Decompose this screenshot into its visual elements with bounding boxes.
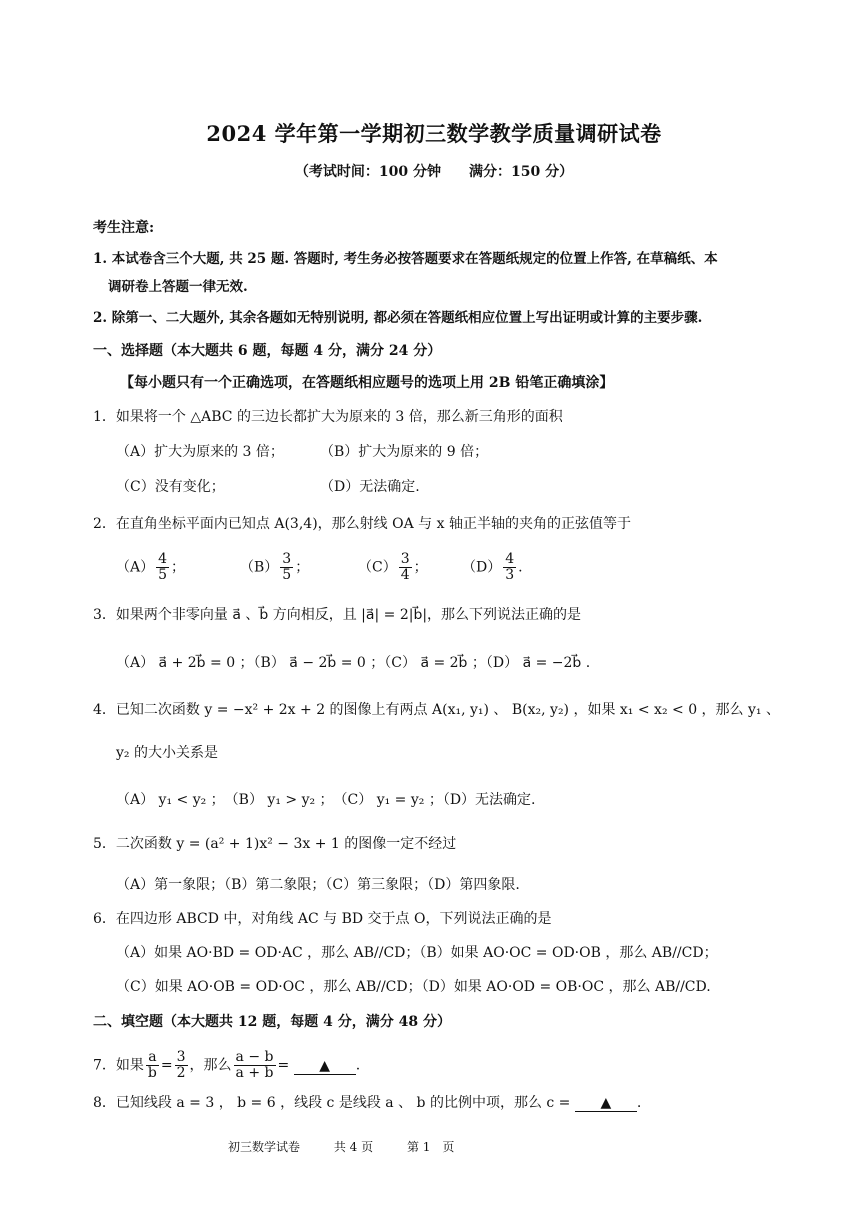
- page-title: 2024 学年第一学期初三数学教学质量调研试卷: [206, 121, 662, 146]
- q2-stem: 2．在直角坐标平面内已知点 A(3,4)，那么射线 OA 与 x 轴正半轴的夹角的正弦值等于: [93, 516, 631, 532]
- q8: 8．已知线段 a = 3 ， b = 6 ，线段 c 是线段 a 、 b 的比例中项，那么 c = ▲ .: [93, 1095, 642, 1111]
- notice-item-2: 2. 除第一、二大题外, 其余各题如无特别说明, 都必须在答题纸相应位置上写出证明或计算的主要步骤.: [93, 310, 703, 326]
- q3-stem: 3．如果两个非零向量 a⃗ 、b⃗ 方向相反，且 |a⃗| = 2|b⃗|，那么下列说法正确的是: [93, 607, 582, 623]
- q5-stem: 5．二次函数 y = (a² + 1)x² − 3x + 1 的图像一定不经过: [93, 836, 457, 852]
- notice-item-1: 1. 本试卷含三个大题, 共 25 题. 答题时, 考生务必按答题要求在答题纸规定的位置上作答, 在草稿纸、本: [93, 251, 718, 267]
- q8-answer-blank: ▲: [575, 1095, 637, 1112]
- q6-options-row1: （A）如果 AO·BD = OD·AC ，那么 AB//CD；（B）如果 AO·OC = OD·OB ，那么 AB//CD；: [116, 945, 718, 961]
- footer-page-number: 第 1 页: [406, 1140, 455, 1154]
- q7: 7．如果 $\frac{a}{b}$ = $\frac{3}{2}$ ，那么 $\frac{a - b}{a + b}$ = ▲ .: [93, 1049, 361, 1081]
- q4-stem: 4．已知二次函数 y = −x² + 2x + 2 的图像上有两点 A(x₁, y₁) 、 B(x₂, y₂) ，如果 x₁ < x₂ < 0 ，那么 y₁ 、: [93, 702, 780, 718]
- q3-options: （A） a⃗ + 2b⃗ = 0 ；（B） a⃗ − 2b⃗ = 0 ；（C） a⃗ = 2b⃗ ；（D） a⃗ = −2b⃗ .: [116, 655, 591, 671]
- q6-options-row2: （C）如果 AO·OB = OD·OC ，那么 AB//CD；（D）如果 AO·OD = OB·OC ，那么 AB//CD.: [116, 979, 711, 995]
- section2-heading: 二、填空题（本大题共 12 题，每题 4 分，满分 48 分）: [93, 1014, 451, 1030]
- q1-option-d: （D）无法确定.: [320, 479, 420, 495]
- section1-instruction: 【每小题只有一个正确选项，在答题纸相应题号的选项上用 2B 铅笔正确填涂】: [120, 375, 614, 391]
- footer-total-pages: 共 4 页: [333, 1140, 374, 1154]
- q2-option-d: （D） $\frac{4}{3}$ .: [462, 551, 523, 583]
- q1-option-a: （A）扩大为原来的 3 倍；: [116, 444, 284, 460]
- section1-heading: 一、选择题（本大题共 6 题，每题 4 分，满分 24 分）: [93, 343, 442, 359]
- q1-option-b: （B）扩大为原来的 9 倍；: [320, 444, 489, 460]
- q1-stem: 1．如果将一个 △ABC 的三边长都扩大为原来的 3 倍，那么新三角形的面积: [93, 409, 563, 425]
- q5-options: （A）第一象限；（B）第二象限；（C）第三象限；（D）第四象限.: [116, 877, 520, 893]
- footer-paper-name: 初三数学试卷: [228, 1140, 301, 1154]
- q4-stem-cont: y₂ 的大小关系是: [116, 745, 218, 761]
- q2-option-c: （C） $\frac{3}{4}$ ；: [358, 551, 428, 583]
- exam-info: （考试时间：100 分钟 满分：150 分）: [294, 164, 574, 180]
- q1-option-c: （C）没有变化；: [116, 479, 225, 495]
- notice-item-1-cont: 调研卷上答题一律无效.: [108, 279, 248, 295]
- page-footer: [228, 1138, 484, 1155]
- q2-option-a: （A） $\frac{4}{5}$ ；: [116, 551, 186, 583]
- q6-stem: 6．在四边形 ABCD 中，对角线 AC 与 BD 交于点 O，下列说法正确的是: [93, 911, 552, 927]
- q2-option-b: （B） $\frac{3}{5}$ ；: [240, 551, 310, 583]
- notice-heading: 考生注意:: [93, 220, 155, 236]
- q7-answer-blank: ▲: [294, 1058, 356, 1075]
- q4-options: （A） y₁ < y₂ ； （B） y₁ > y₂ ； （C） y₁ = y₂ ；（D）无法确定.: [116, 792, 536, 808]
